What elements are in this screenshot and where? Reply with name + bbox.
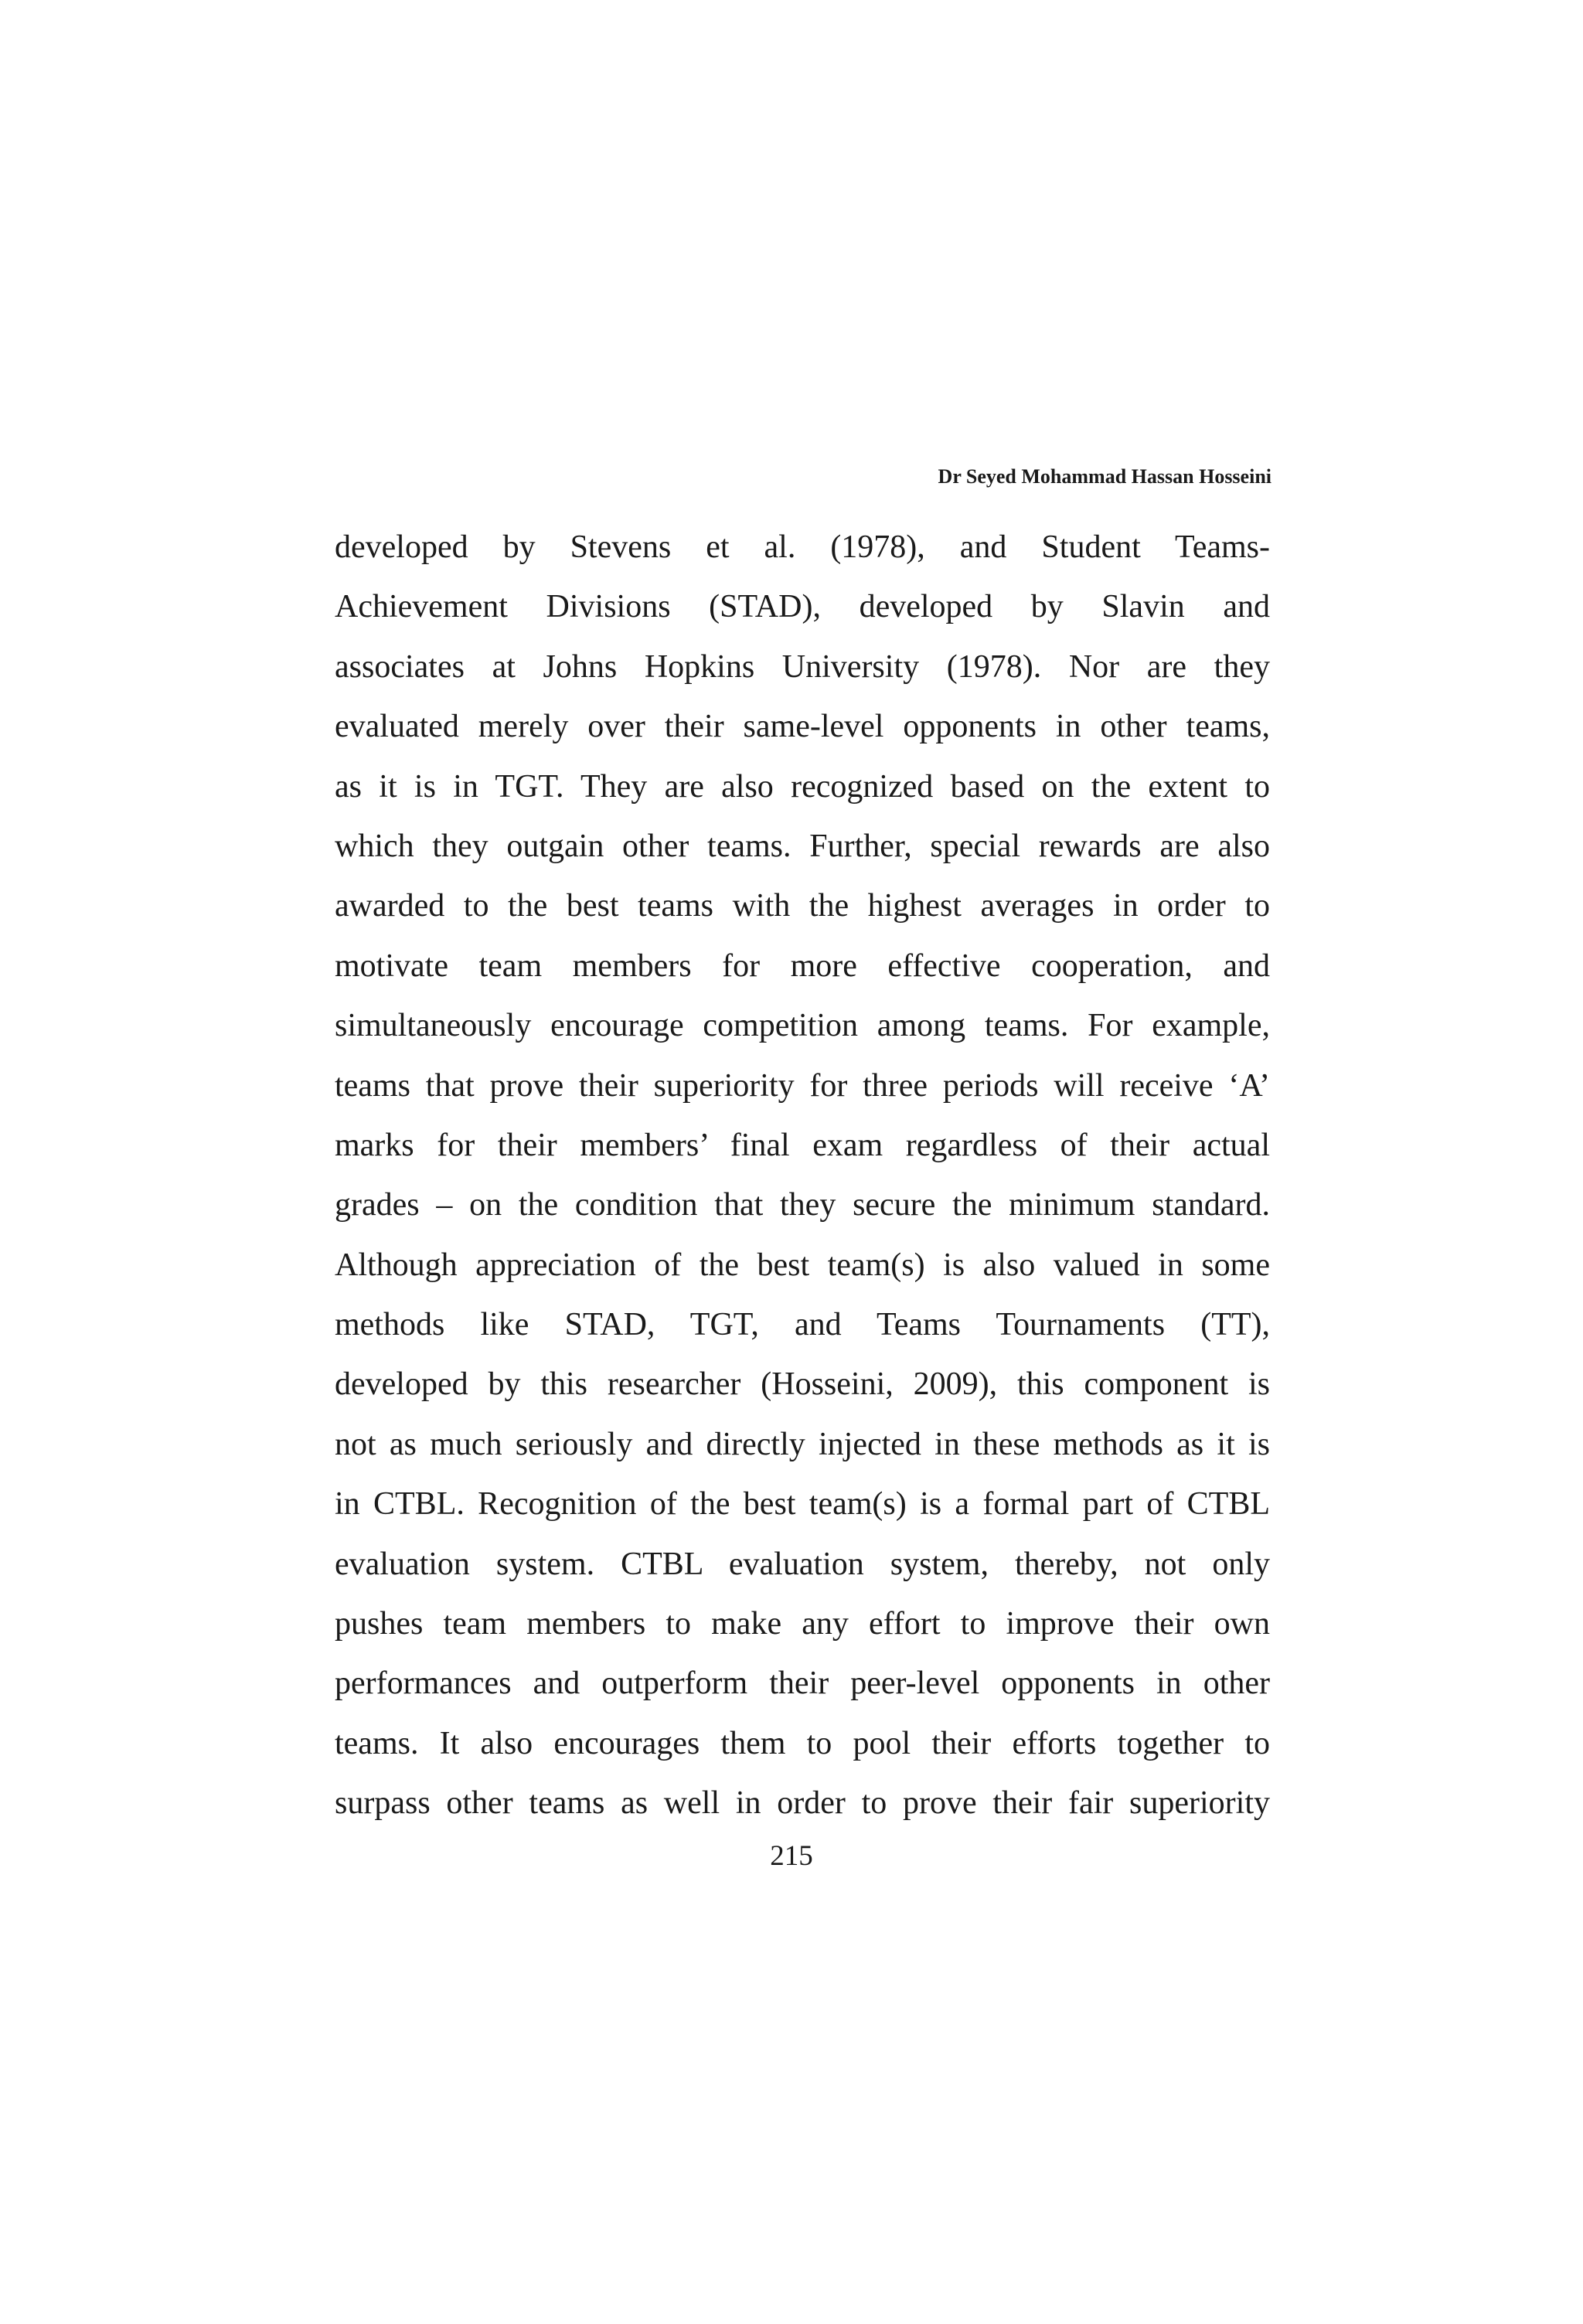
text-line: surpass other teams as well in order to prove their fair superiority bbox=[335, 1785, 1270, 1822]
text-line: grades – on the condition that they secure the minimum standard. bbox=[335, 1187, 1270, 1223]
text-line: developed by this researcher (Hosseini, 2009), this component is bbox=[335, 1366, 1270, 1403]
text-line: Achievement Divisions (STAD), developed by Slavin and bbox=[335, 589, 1270, 625]
text-line: marks for their members’ final exam regardless of their actual bbox=[335, 1127, 1270, 1163]
text-line: pushes team members to make any effort to improve their own bbox=[335, 1606, 1270, 1642]
text-line: awarded to the best teams with the highest averages in order to bbox=[335, 888, 1270, 924]
text-line: performances and outperform their peer-level opponents in other bbox=[335, 1666, 1270, 1702]
text-line: teams. It also encourages them to pool their efforts together to bbox=[335, 1725, 1270, 1761]
text-line: evaluation system. CTBL evaluation system, thereby, not only bbox=[335, 1546, 1270, 1582]
text-line: developed by Stevens et al. (1978), and Student Teams- bbox=[335, 529, 1270, 565]
text-line: which they outgain other teams. Further, special rewards are also bbox=[335, 828, 1270, 864]
page-number: 215 bbox=[770, 1840, 813, 1872]
text-line: Although appreciation of the best team(s) is also valued in some bbox=[335, 1247, 1270, 1283]
text-line: not as much seriously and directly injected in these methods as it is bbox=[335, 1426, 1270, 1462]
text-line: evaluated merely over their same-level opponents in other teams, bbox=[335, 709, 1270, 745]
text-line: as it is in TGT. They are also recognized based on the extent to bbox=[335, 768, 1270, 805]
body-paragraph bbox=[335, 529, 1270, 1845]
running-head-author: Dr Seyed Mohammad Hassan Hosseini bbox=[938, 465, 1272, 488]
text-line: simultaneously encourage competition among teams. For example, bbox=[335, 1008, 1270, 1044]
text-line: methods like STAD, TGT, and Teams Tournaments (TT), bbox=[335, 1307, 1270, 1343]
text-line: motivate team members for more effective cooperation, and bbox=[335, 948, 1270, 984]
text-line: associates at Johns Hopkins University (1978). Nor are they bbox=[335, 648, 1270, 685]
text-line: teams that prove their superiority for three periods will receive ‘A’ bbox=[335, 1067, 1270, 1104]
text-line: in CTBL. Recognition of the best team(s) is a formal part of CTBL bbox=[335, 1486, 1270, 1523]
